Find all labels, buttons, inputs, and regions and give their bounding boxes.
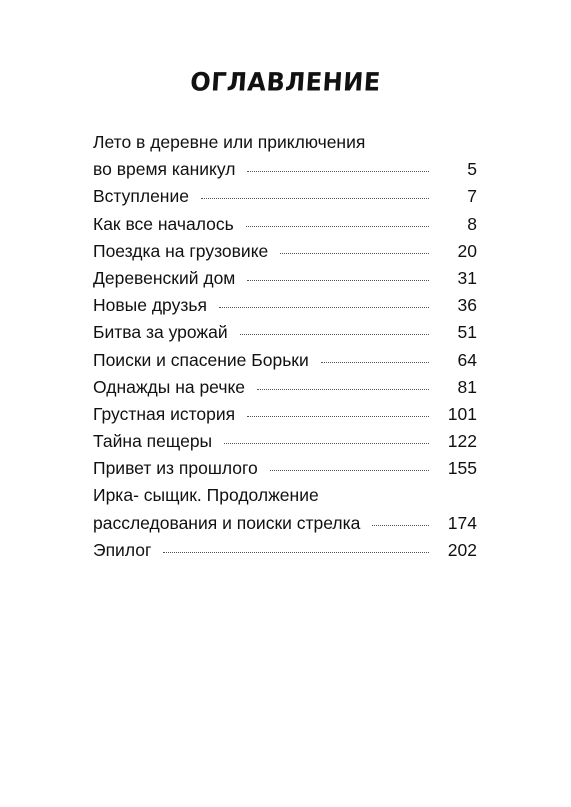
toc-entry-title: Однажды на речке	[93, 376, 246, 397]
toc-page-number: 202	[447, 539, 477, 560]
toc-entry-title: Эпилог	[93, 539, 152, 560]
toc-entry[interactable]	[93, 482, 477, 536]
dot-leader	[321, 362, 429, 363]
toc-entry-line	[93, 401, 477, 428]
toc-entry-line	[93, 129, 477, 156]
toc-entry-title: Привет из прошлого	[93, 458, 258, 479]
toc-entry[interactable]	[93, 428, 477, 455]
toc-page-number: 155	[447, 458, 477, 479]
toc-page-number: 174	[447, 512, 477, 533]
toc-entry-line	[93, 347, 477, 374]
dot-leader	[257, 389, 429, 390]
toc-entry-line	[93, 265, 477, 292]
dot-leader	[270, 470, 429, 471]
toc-entry[interactable]	[93, 292, 477, 319]
toc-page-number: 20	[457, 240, 477, 261]
toc-entry-title: Вступление	[93, 186, 189, 207]
toc-page-number: 7	[467, 186, 477, 207]
toc-entry-line	[93, 482, 477, 509]
dot-leader	[280, 253, 429, 254]
dot-leader	[247, 280, 429, 281]
dot-leader	[163, 552, 429, 553]
toc-entry-line	[93, 319, 477, 346]
toc-entry-line	[93, 428, 477, 455]
toc-title: ОГЛАВЛЕНИЕ	[189, 67, 382, 97]
toc-entry-title: Битва за урожай	[93, 322, 228, 343]
dot-leader	[224, 443, 429, 444]
toc-page-number: 8	[467, 213, 477, 234]
toc-entry[interactable]	[93, 238, 477, 265]
toc-page-number: 122	[447, 431, 477, 452]
dot-leader	[247, 171, 429, 172]
toc-entry-title: расследования и поиски стрелка	[93, 512, 361, 533]
dot-leader	[246, 226, 429, 227]
toc-entry[interactable]	[93, 129, 477, 183]
toc-entry-title: Ирка- сыщик. Продолжение	[93, 485, 319, 506]
toc-entry-title: Грустная история	[93, 403, 236, 424]
toc-entry-title: во время каникул	[93, 159, 236, 180]
toc-entry-title: Тайна пещеры	[93, 431, 213, 452]
toc-page-number: 5	[467, 159, 477, 180]
toc-page-number: 64	[457, 349, 477, 370]
toc-entry-title: Лето в деревне или приключения	[93, 132, 366, 152]
dot-leader	[372, 525, 429, 526]
toc-entry[interactable]	[93, 183, 477, 210]
toc-entry[interactable]	[93, 401, 477, 428]
toc-entry-title: Деревенский дом	[93, 267, 236, 288]
toc-entry[interactable]	[93, 347, 477, 374]
dot-leader	[247, 416, 429, 417]
toc-entry[interactable]	[93, 211, 477, 238]
toc-entry[interactable]	[93, 455, 477, 482]
dot-leader	[240, 334, 429, 335]
toc-entry-line	[93, 292, 477, 319]
toc-entry-title: Как все началось	[93, 213, 234, 234]
toc-page-number: 81	[457, 376, 477, 397]
toc-entry-line	[93, 238, 477, 265]
toc-entry[interactable]	[93, 374, 477, 401]
dot-leader	[201, 198, 429, 199]
toc-page-number: 36	[457, 295, 477, 316]
toc-entry-line	[93, 510, 477, 537]
toc-page-number: 101	[447, 403, 477, 424]
toc-list	[93, 129, 477, 564]
toc-entry-line	[93, 156, 477, 183]
toc-page-number: 51	[457, 322, 477, 343]
toc-entry-title: Поездка на грузовике	[93, 240, 269, 261]
toc-entry[interactable]	[93, 537, 477, 564]
toc-entry[interactable]	[93, 319, 477, 346]
dot-leader	[219, 307, 429, 308]
toc-entry[interactable]	[93, 265, 477, 292]
toc-entry-line	[93, 183, 477, 210]
toc-entry-line	[93, 374, 477, 401]
toc-entry-line	[93, 537, 477, 564]
toc-page-number: 31	[457, 267, 477, 288]
toc-entry-line	[93, 455, 477, 482]
toc-entry-title: Новые друзья	[93, 295, 207, 316]
toc-entry-title: Поиски и спасение Борьки	[93, 349, 309, 370]
toc-entry-line	[93, 211, 477, 238]
